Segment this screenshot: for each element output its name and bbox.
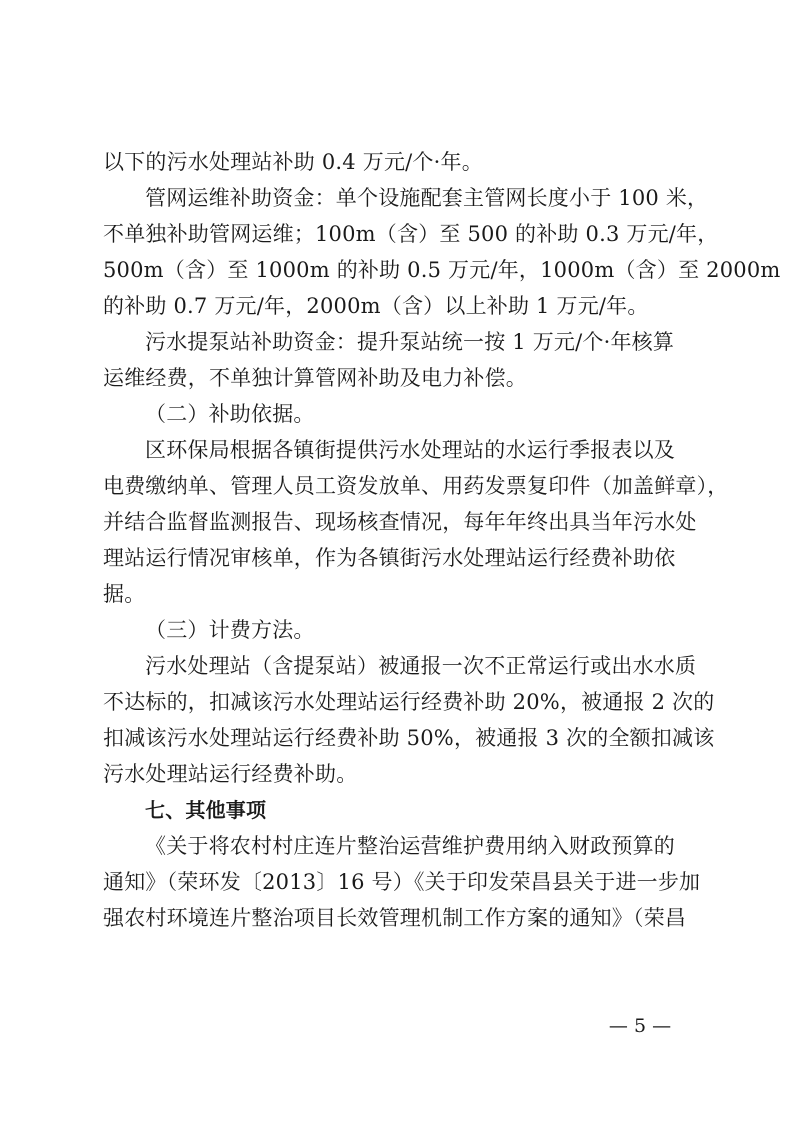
text-line: 并结合监督监测报告、现场核查情况，每年年终出具当年污水处 [103,510,697,534]
text-line: 强农村环境连片整治项目长效管理机制工作方案的通知》（荣昌 [103,906,687,930]
text-line: 电费缴纳单、管理人员工资发放单、用药发票复印件（加盖鲜章）， [103,474,729,498]
text-line: 的补助 0.7 万元/年，2000m（含）以上补助 1 万元/年。 [103,294,649,318]
document-body [103,144,781,936]
text-line: 以下的污水处理站补助 0.4 万元/个·年。 [103,150,483,174]
text-line: 据。 [103,582,146,606]
text-line: 《关于将农村村庄连片整治运营维护费用纳入财政预算的 [145,834,675,858]
text-line: 区环保局根据各镇街提供污水处理站的水运行季报表以及 [145,438,675,462]
text-line: 不达标的，扣减该污水处理站运行经费补助 20%，被通报 2 次的 [103,690,715,714]
text-line: 扣减该污水处理站运行经费补助 50%，被通报 3 次的全额扣减该 [103,726,715,750]
text-line: 500m（含）至 1000m 的补助 0.5 万元/年，1000m（含）至 2000m [103,258,781,282]
text-line: 管网运维补助资金：单个设施配套主管网长度小于 100 米， [145,186,709,210]
subheading: （三）计费方法。 [145,618,315,642]
text-line: 不单独补助管网运维；100m（含）至 500 的补助 0.3 万元/年， [103,222,719,246]
text-line: 污水处理站运行经费补助。 [103,762,358,786]
text-line: 理站运行情况审核单，作为各镇街污水处理站运行经费补助依 [103,546,676,570]
section-heading: 七、其他事项 [145,798,267,822]
text-line: 运维经费，不单独计算管网补助及电力补偿。 [103,366,527,390]
text-line: 通知》（荣环发〔2013〕16 号）《关于印发荣昌县关于进一步加 [103,870,701,894]
page-number: — 5 — [608,1015,672,1037]
text-line: 污水提泵站补助资金：提升泵站统一按 1 万元/个·年核算 [145,330,675,354]
text-line: 污水处理站（含提泵站）被通报一次不正常运行或出水水质 [145,654,697,678]
subheading: （二）补助依据。 [145,402,315,426]
